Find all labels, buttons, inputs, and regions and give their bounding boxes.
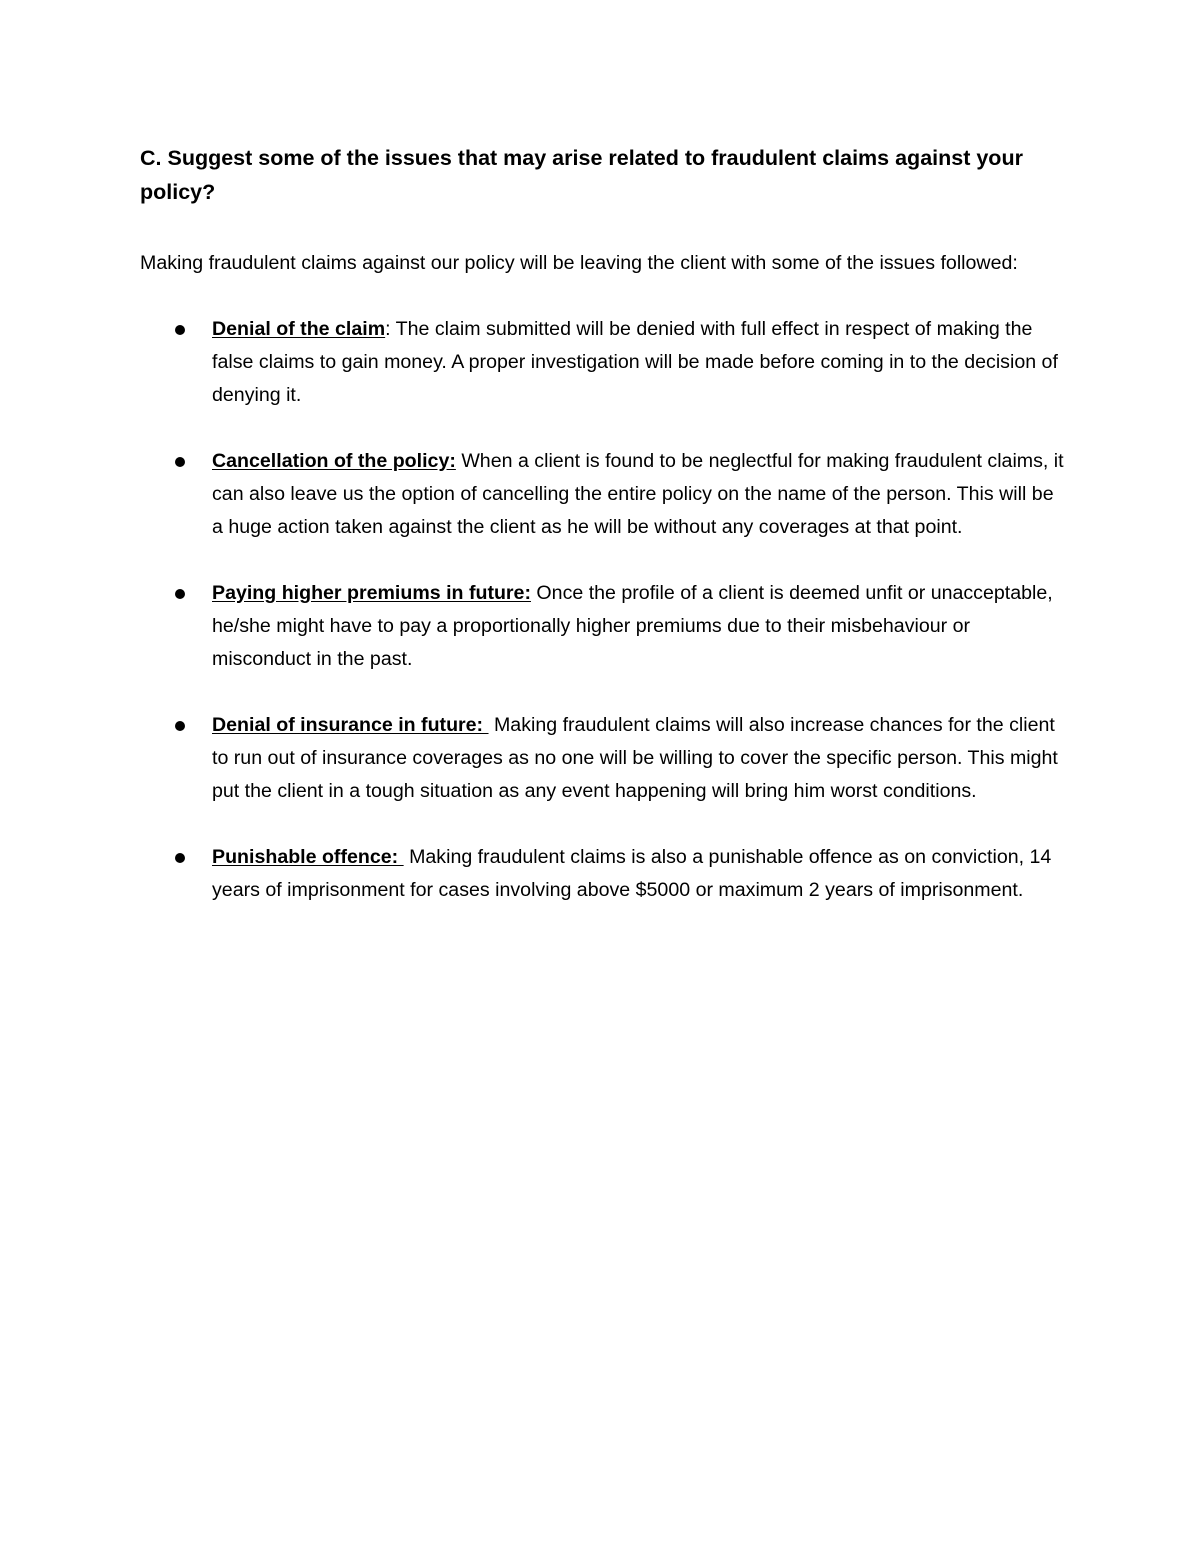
list-item-denial-of-claim xyxy=(0,313,1068,412)
list-item-denial-of-insurance xyxy=(0,709,1068,808)
list-item-cancellation-of-policy xyxy=(0,445,1068,544)
bullet-label: Punishable offence: xyxy=(212,846,404,868)
bullet-text: Making fraudulent claims is also a punishable offence as on conviction, 14 years of imprisonment for cases involving above $5000 or maximum 2 years of imprisonment. xyxy=(212,846,1052,901)
bullet-text: : The claim submitted will be denied with full effect in respect of making the false claims to gain money. A proper investigation will be made before coming in to the decision of denying it. xyxy=(212,318,1058,406)
question-heading: C. Suggest some of the issues that may arise related to fraudulent claims against your policy? xyxy=(140,146,1023,204)
bullet-label: Cancellation of the policy: xyxy=(212,450,456,472)
bullet-text: Once the profile of a client is deemed unfit or unacceptable, he/she might have to pay a proportionally higher premiums due to their misbehaviour or misconduct in the past. xyxy=(212,582,1053,670)
bullet-label: Denial of the claim xyxy=(212,318,386,340)
intro-paragraph: Making fraudulent claims against our policy will be leaving the client with some of the issues followed: xyxy=(140,252,1018,274)
bullet-icon xyxy=(175,721,185,731)
bullet-text: When a client is found to be neglectful for making fraudulent claims, it can also leave us the option of cancelling the entire policy on the name of the person. This will be a huge action taken against the client as he will be without any coverages at that point. xyxy=(212,450,1064,538)
issues-list xyxy=(0,313,1200,940)
list-item-punishable-offence xyxy=(0,841,1068,907)
bullet-icon xyxy=(175,325,185,335)
list-item-higher-premiums xyxy=(0,577,1068,676)
bullet-text: Making fraudulent claims will also increase chances for the client to run out of insurance coverages as no one will be willing to cover the specific person. This might put the client in a tough situation as any event happening will bring him worst conditions. xyxy=(212,714,1058,802)
bullet-icon xyxy=(175,589,185,599)
bullet-icon xyxy=(175,457,185,467)
bullet-label: Denial of insurance in future: xyxy=(212,714,489,736)
bullet-icon xyxy=(175,853,185,863)
bullet-label: Paying higher premiums in future: xyxy=(212,582,531,604)
